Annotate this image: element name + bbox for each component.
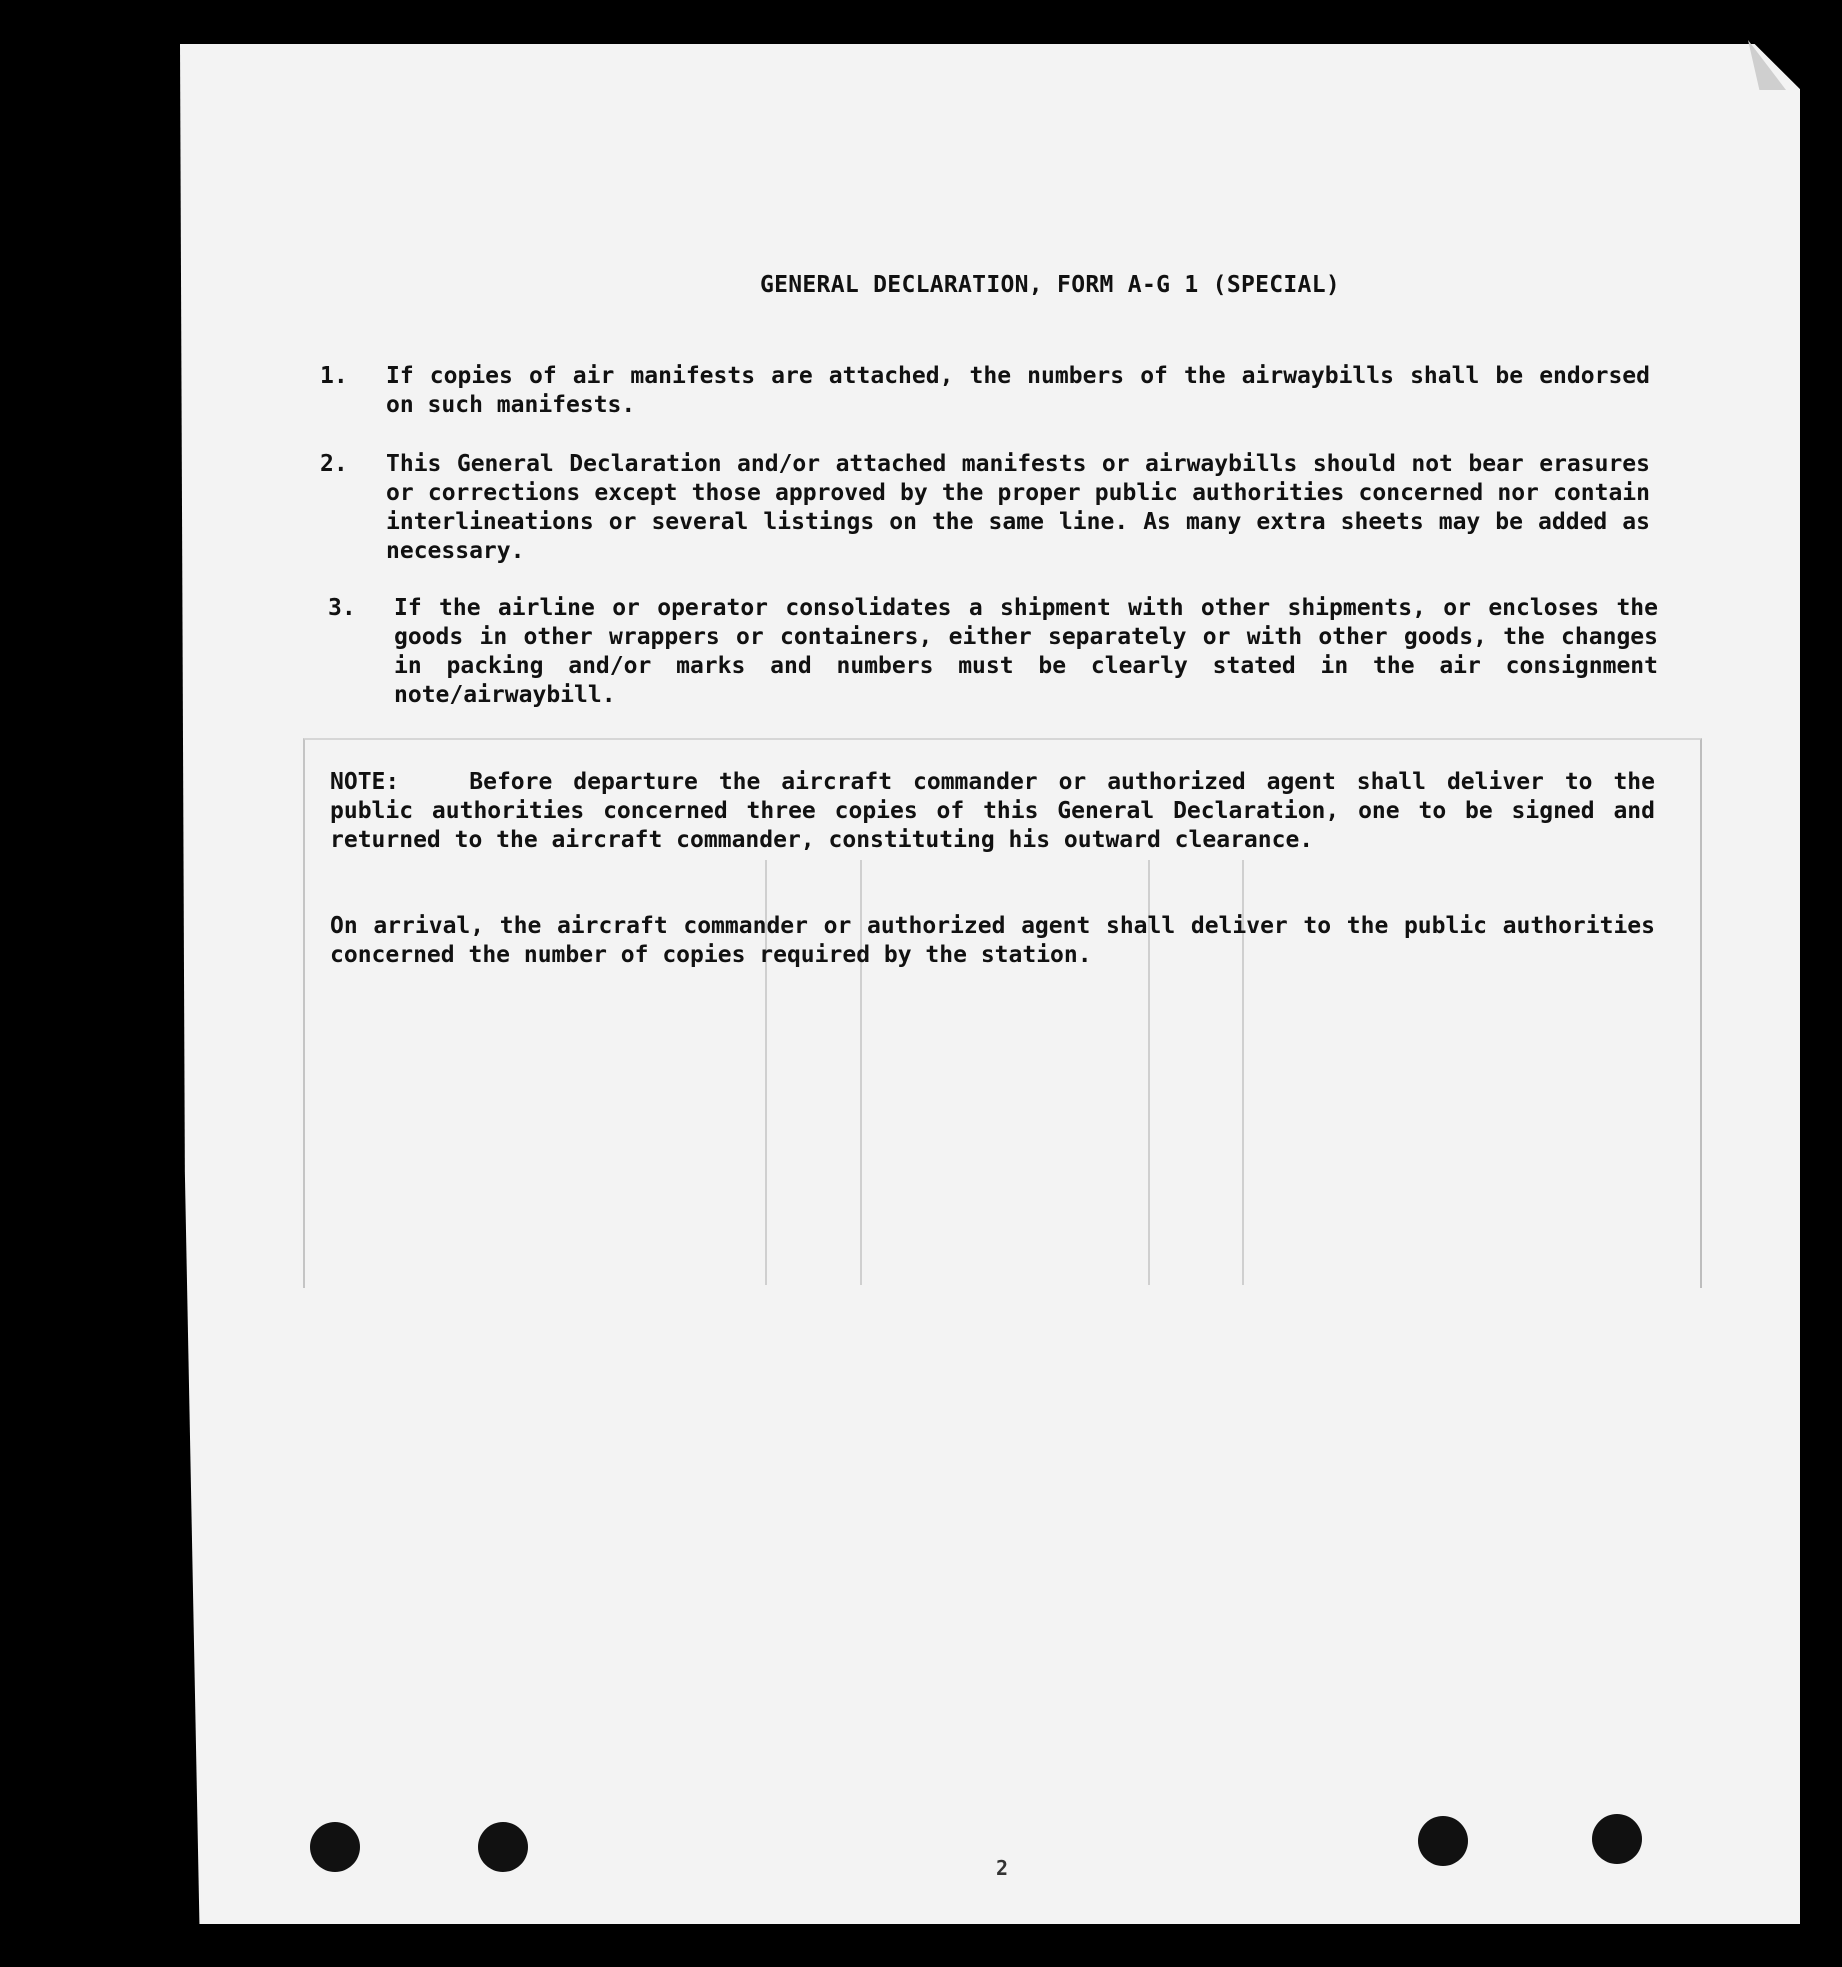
note-text: Before departure the aircraft commander or authorized agent shall deliver to the public authorities concerned three copies of this General Declaration, one to be signed and returned to the aircraft commander, constituting his outward clearance. bbox=[330, 769, 1655, 853]
punch-hole bbox=[1592, 1814, 1642, 1864]
item-number: 3. bbox=[328, 595, 356, 621]
note-paragraph-2 bbox=[330, 912, 1655, 970]
instruction-item-2 bbox=[320, 450, 1650, 566]
binder-clip bbox=[632, 1929, 734, 1967]
note-text: On arrival, the aircraft commander or authorized agent shall deliver to the public authorities concerned the number of copies required by the station. bbox=[330, 913, 1655, 968]
instruction-item-3 bbox=[328, 594, 1658, 710]
punch-hole bbox=[310, 1822, 360, 1872]
punch-hole bbox=[478, 1822, 528, 1872]
item-text: This General Declaration and/or attached manifests or airwaybills should not bear erasures or corrections except those approved by the proper public authorities concerned nor contain interlineations or several listings on the same line. As many extra sheets may be added as necessary. bbox=[386, 451, 1650, 564]
binder-clip bbox=[1260, 1929, 1358, 1967]
item-text: If copies of air manifests are attached, the numbers of the airwaybills shall be endorsed on such manifests. bbox=[386, 363, 1650, 418]
note-label: NOTE: bbox=[330, 769, 400, 795]
item-text: If the airline or operator consolidates a shipment with other shipments, or encloses the goods in other wrappers or containers, either separately or with other goods, the changes in packing and/or marks and numbers must be clearly stated in the air consignment note/airwaybill. bbox=[394, 595, 1658, 708]
document-title: GENERAL DECLARATION, FORM A-G 1 (SPECIAL) bbox=[759, 272, 1341, 298]
note-paragraph-1 bbox=[330, 768, 1655, 855]
page-mark: 2 bbox=[996, 1856, 1009, 1880]
item-number: 2. bbox=[320, 451, 348, 477]
punch-hole bbox=[1418, 1816, 1468, 1866]
item-number: 1. bbox=[320, 363, 348, 389]
instruction-item-1 bbox=[320, 362, 1650, 420]
